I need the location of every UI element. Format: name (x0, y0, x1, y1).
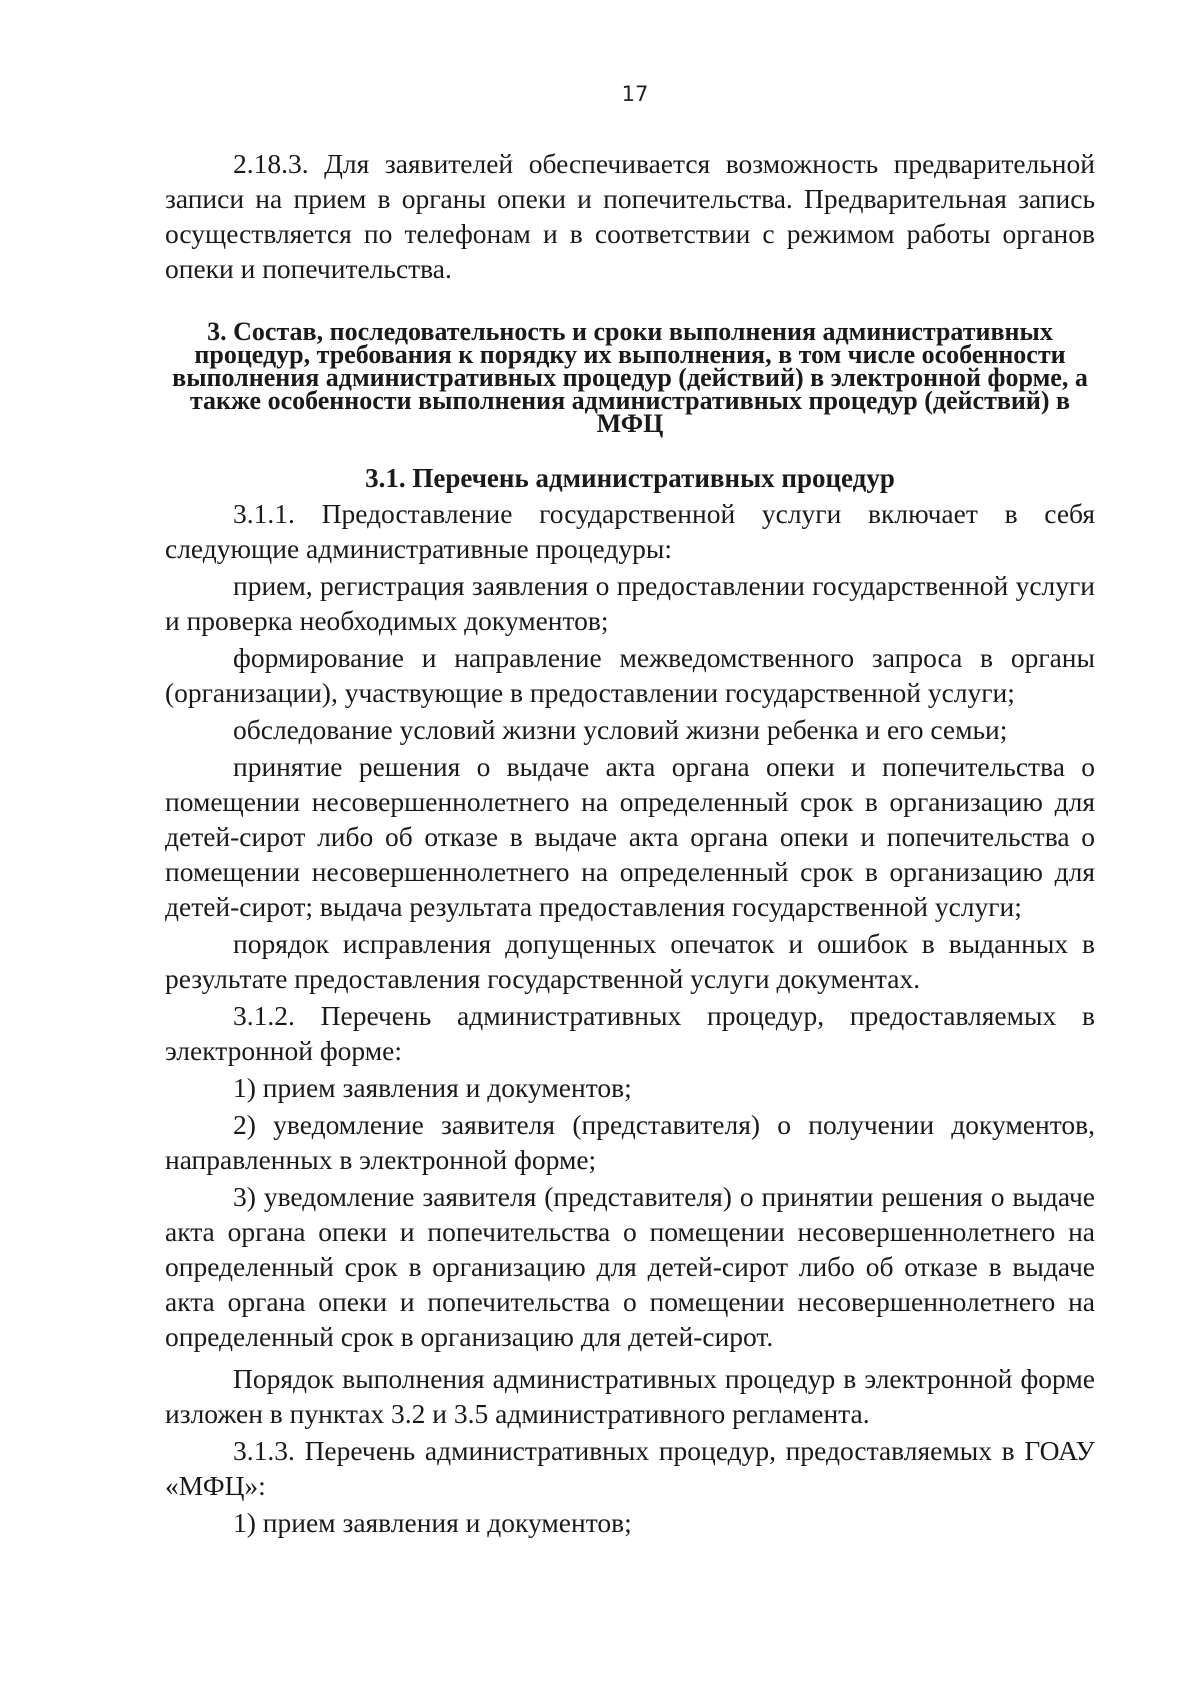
paragraph-2-18-3: 2.18.3. Для заявителей обеспечивается возможность предварительной записи на прием в органы опеки и попечительства. Предварительная запись осуществляется по телефонам и в соответствии с режимом работы органов опеки и попечительства. (165, 148, 1095, 284)
electronic-item-1: 1) прием заявления и документов; (233, 1072, 632, 1103)
paragraph-order: Порядок выполнения административных процедур в электронной форме изложен в пунктах 3.2 и 3.5 административного регламента. (165, 1363, 1095, 1429)
section-3-heading: 3. Состав, последовательность и сроки выполнения административных процедур, требования к порядку их выполнения, в том числе особенности выполнения административных процедур (действий) в электронной форме, а также особенности выполнения административных процедур (действий) в МФЦ (172, 317, 1088, 438)
electronic-item-2: 2) уведомление заявителя (представителя) о получении документов, направленных в электронной форме; (165, 1109, 1095, 1175)
electronic-item-3: 3) уведомление заявителя (представителя) о принятии решения о выдаче акта органа опеки и попечительства о помещении несовершеннолетнего на определенный срок в организацию для детей-сирот либо об отказе в выдаче акта органа опеки и попечительства о помещении несовершеннолетнего на определенный срок в организацию для детей-сирот. (165, 1181, 1095, 1352)
procedure-item-2: формирование и направление межведомственного запроса в органы (организации), участвующие в предоставлении государственной услуги; (165, 642, 1095, 708)
paragraph-3-1-3: 3.1.3. Перечень административных процедур, предоставляемых в ГОАУ «МФЦ»: (165, 1435, 1095, 1501)
section-3-1-heading: 3.1. Перечень административных процедур (365, 463, 895, 493)
page-number: 17 (621, 82, 649, 106)
document-body (165, 146, 1095, 1540)
mfc-item-1: 1) прием заявления и документов; (233, 1507, 632, 1538)
procedure-item-1: прием, регистрация заявления о предоставлении государственной услуги и проверка необходимых документов; (165, 570, 1095, 636)
procedure-item-4: принятие решения о выдаче акта органа опеки и попечительства о помещении несовершеннолетнего на определенный срок в организацию для детей-сирот либо об отказе в выдаче акта органа опеки и попечительства о помещении несовершеннолетнего на определенный срок в организацию для детей-сирот; выдача результата предоставления государственной услуги; (165, 751, 1095, 922)
paragraph-3-1-1: 3.1.1. Предоставление государственной услуги включает в себя следующие административные процедуры: (165, 498, 1095, 564)
procedure-item-3: обследование условий жизни условий жизни ребенка и его семьи; (233, 714, 1008, 745)
procedure-item-5: порядок исправления допущенных опечаток и ошибок в выданных в результате предоставления государственной услуги документах. (165, 928, 1095, 994)
paragraph-3-1-2: 3.1.2. Перечень административных процедур, предоставляемых в электронной форме: (165, 1000, 1095, 1066)
